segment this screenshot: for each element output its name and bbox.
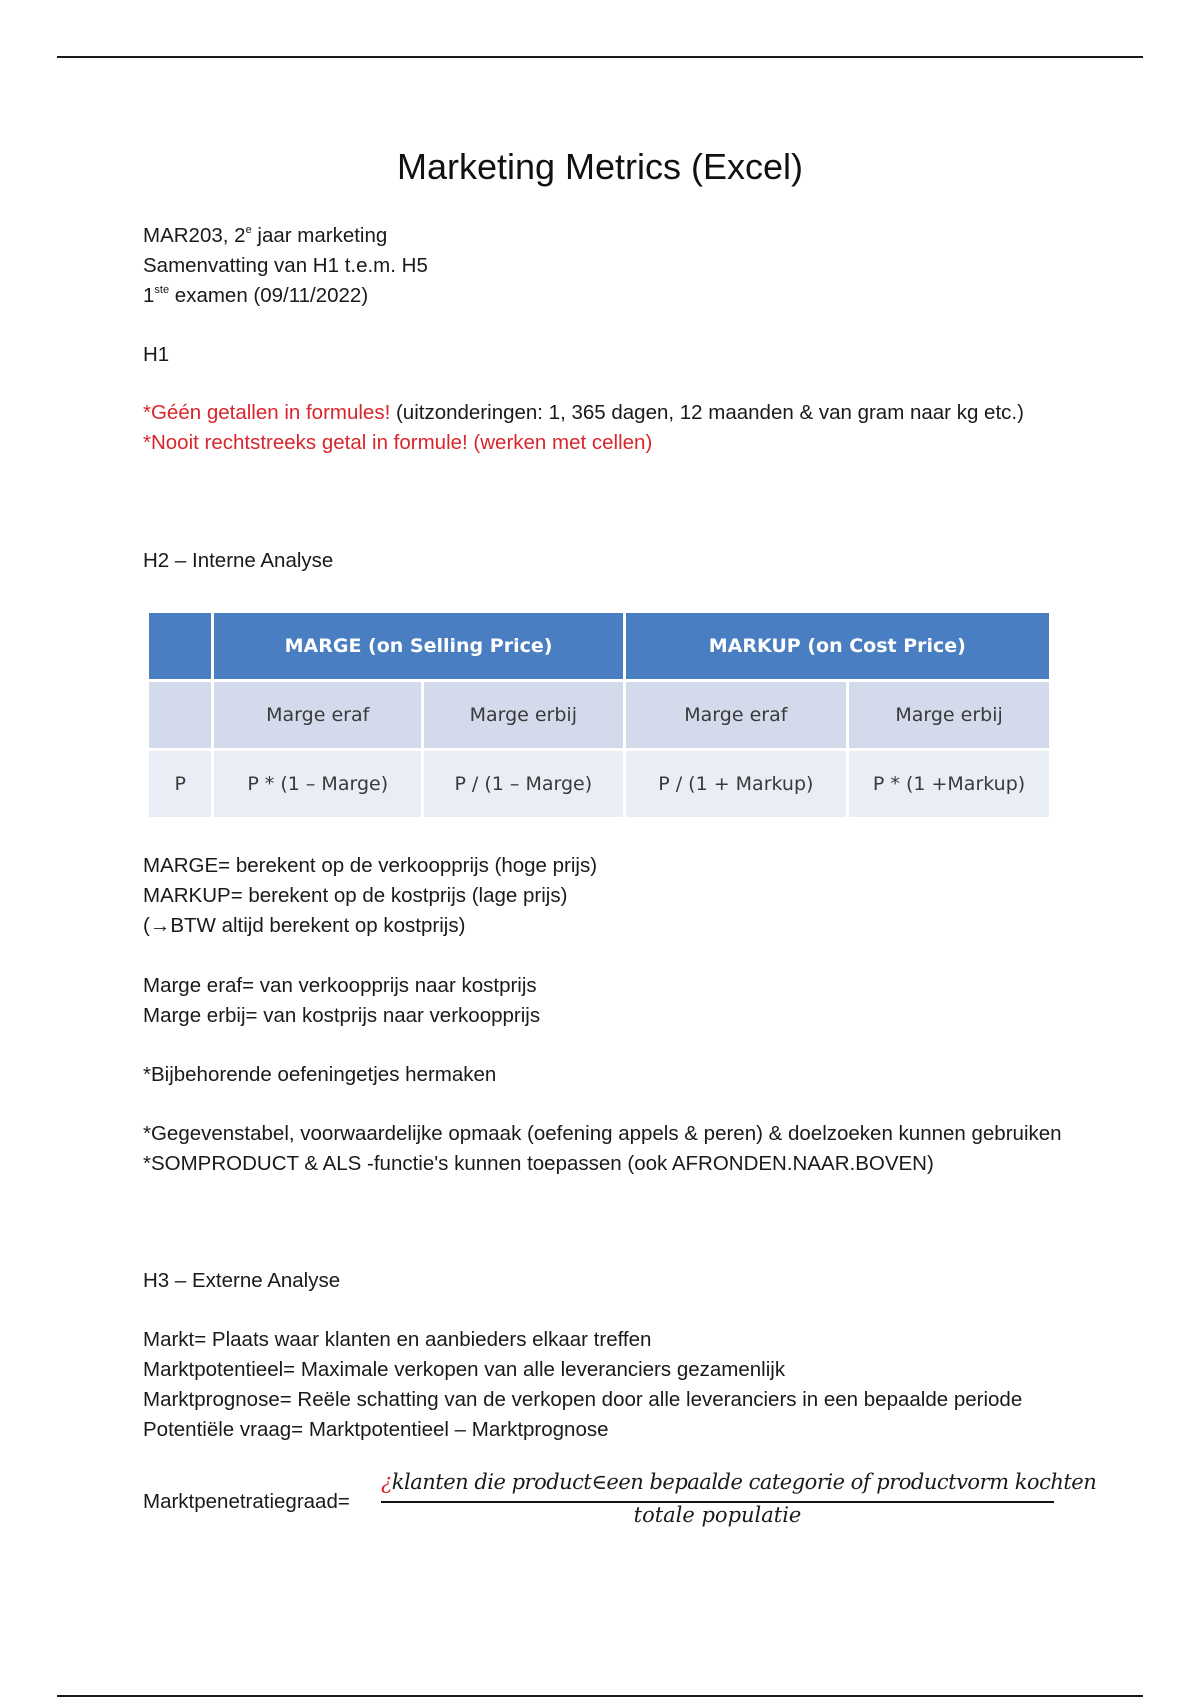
h3-definitions (143, 1325, 1063, 1445)
header-markup: MARKUP (on Cost Price) (624, 612, 1050, 681)
meta-block (143, 221, 1063, 311)
sub-header-cell: Marge erbij (422, 681, 624, 750)
h3-heading: H3 – Externe Analyse (143, 1269, 341, 1292)
h1-rule-1: *Géén getallen in formules! (uitzonderingen: 1, 365 dagen, 12 maanden & van gram naar kg etc.) (143, 401, 1024, 424)
h2-marge-lines (143, 971, 1063, 1031)
text-line: Markt= Plaats waar klanten en aanbieders elkaar treffen (143, 1328, 652, 1351)
page-title: Marketing Metrics (Excel) (396, 146, 804, 187)
text-line: MARGE= berekent op de verkoopprijs (hoge prijs) (143, 854, 598, 877)
table-cell: P * (1 +Markup) (848, 750, 1051, 819)
text-line: MARKUP= berekent op de kostprijs (lage prijs) (143, 884, 568, 907)
h1-heading: H1 (143, 343, 170, 366)
text-line: *SOMPRODUCT & ALS -functie's kunnen toepassen (ook AFRONDEN.NAAR.BOVEN) (143, 1152, 934, 1175)
formula-numerator: ¿klanten die product∈een bepaalde categorie of productvorm kochten (381, 1470, 1097, 1494)
bottom-rule (57, 1695, 1143, 1697)
table-cell: P / (1 + Markup) (624, 750, 848, 819)
penetration-formula (143, 1470, 1097, 1534)
text-line: Marktprognose= Reële schatting van de verkopen door alle leveranciers in een bepaalde periode (143, 1388, 1023, 1411)
table-subheader-row (148, 681, 1051, 750)
row-label: P (148, 750, 213, 819)
h1-rules (143, 398, 1063, 458)
table-row (148, 750, 1051, 819)
text-line: Marge eraf= van verkoopprijs naar kostprijs (143, 974, 537, 997)
summary-line: Samenvatting van H1 t.e.m. H5 (143, 254, 428, 277)
table-header-row (148, 612, 1051, 681)
course-line: MAR203, 2e jaar marketing (143, 224, 388, 247)
table-corner-cell (148, 612, 213, 681)
formula-denominator: totale populatie (633, 1503, 802, 1527)
header-marge: MARGE (on Selling Price) (213, 612, 624, 681)
h1-rule-2: *Nooit rechtstreeks getal in formule! (werken met cellen) (143, 431, 653, 454)
sub-header-cell: Marge erbij (848, 681, 1051, 750)
h2-notes (143, 1119, 1063, 1179)
text-line: (→BTW altijd berekent op kostprijs) (143, 914, 466, 937)
exam-line: 1ste examen (09/11/2022) (143, 284, 369, 307)
sub-header-cell: Marge eraf (624, 681, 848, 750)
formula-label: Marktpenetratiegraad= (143, 1490, 350, 1513)
table-cell: P * (1 – Marge) (213, 750, 423, 819)
text-line: *Gegevenstabel, voorwaardelijke opmaak (oefening appels & peren) & doelzoeken kunnen gebruiken (143, 1122, 1062, 1145)
top-rule (57, 56, 1143, 58)
text-line: Potentiële vraag= Marktpotentieel – Marktprognose (143, 1418, 609, 1441)
sub-header-cell: Marge eraf (213, 681, 423, 750)
h2-definitions (143, 851, 1063, 941)
table-cell: P / (1 – Marge) (422, 750, 624, 819)
text-line: Marktpotentieel= Maximale verkopen van alle leveranciers gezamenlijk (143, 1358, 786, 1381)
marge-markup-table (146, 610, 1052, 820)
h2-note-exercises: *Bijbehorende oefeningetjes hermaken (143, 1063, 497, 1086)
text-line: Marge erbij= van kostprijs naar verkoopprijs (143, 1004, 541, 1027)
table-sub-corner (148, 681, 213, 750)
h2-heading: H2 – Interne Analyse (143, 549, 334, 572)
